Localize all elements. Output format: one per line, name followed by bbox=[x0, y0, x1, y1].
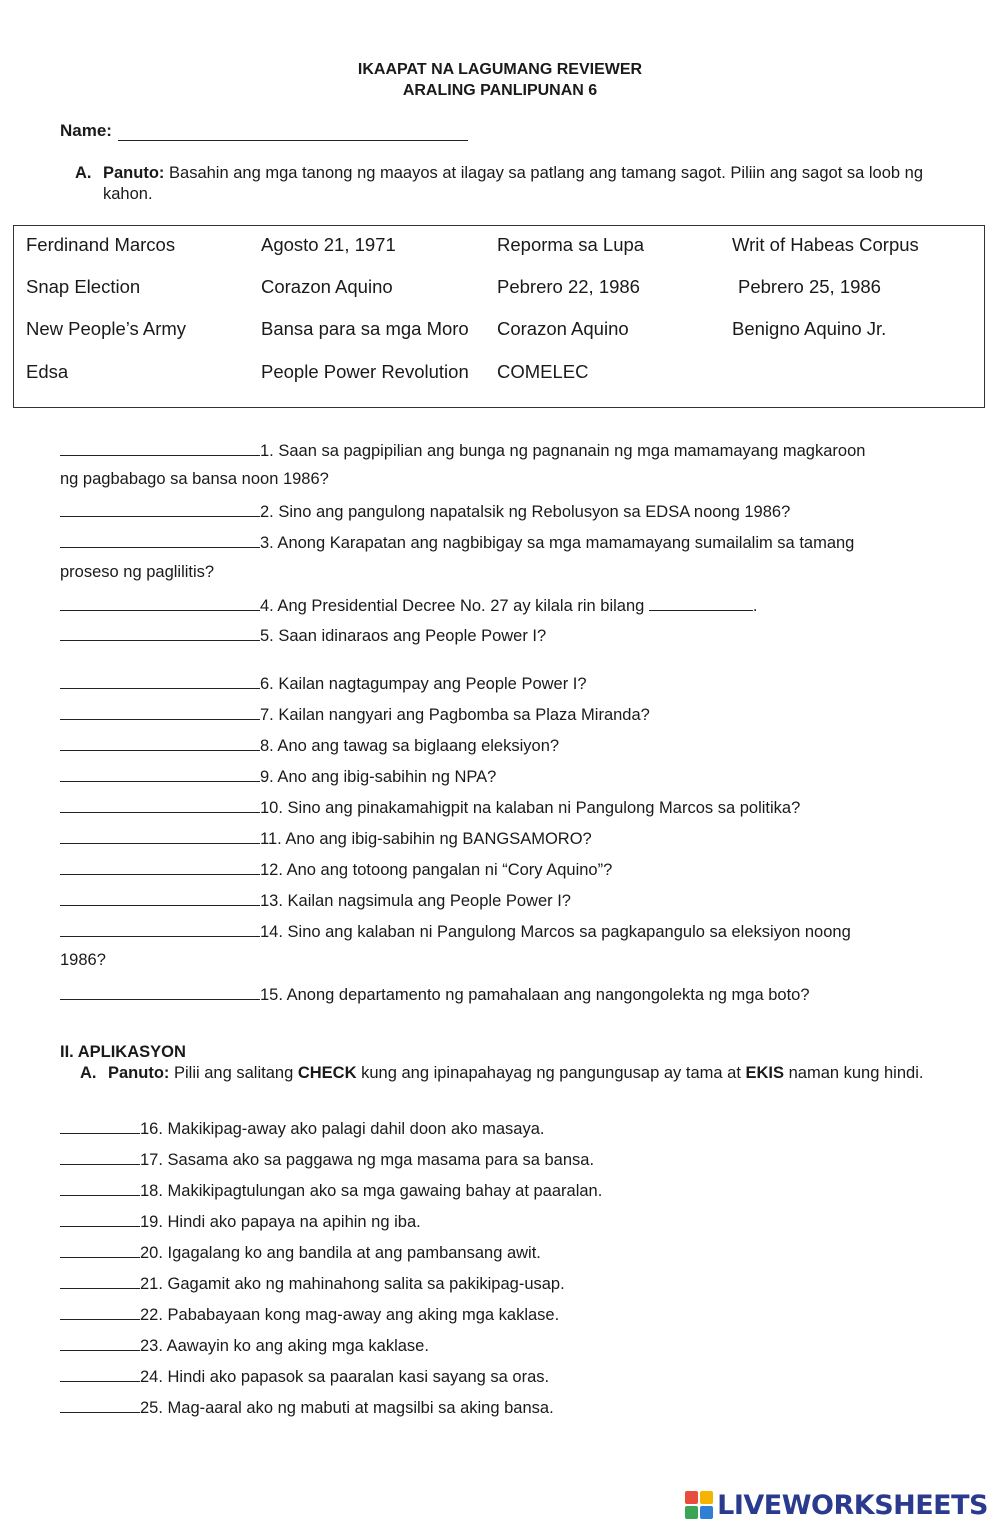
answer-blank-16[interactable] bbox=[60, 1117, 140, 1134]
question-10: 10. Sino ang pinakamahigpit na kalaban ni Pangulong Marcos sa politika? bbox=[60, 796, 800, 818]
question-14-continued: 1986? bbox=[60, 951, 106, 969]
answer-blank-19[interactable] bbox=[60, 1210, 140, 1227]
answer-blank-22[interactable] bbox=[60, 1303, 140, 1320]
choice-item: Pebrero 25, 1986 bbox=[738, 276, 881, 297]
name-row bbox=[60, 121, 468, 141]
answer-blank-12[interactable] bbox=[60, 858, 260, 875]
answer-blank-20[interactable] bbox=[60, 1241, 140, 1258]
question-6: 6. Kailan nagtagumpay ang People Power I? bbox=[60, 672, 587, 694]
answer-blank-2[interactable] bbox=[60, 500, 260, 517]
statement-18: 18. Makikipagtulungan ako sa mga gawaing bahay at paaralan. bbox=[60, 1179, 602, 1201]
choice-item: Benigno Aquino Jr. bbox=[732, 318, 887, 339]
answer-blank-7[interactable] bbox=[60, 703, 260, 720]
question-8: 8. Ano ang tawag sa biglaang eleksiyon? bbox=[60, 734, 559, 756]
liveworksheets-logo bbox=[685, 1487, 988, 1523]
question-11: 11. Ano ang ibig-sabihin ng BANGSAMORO? bbox=[60, 827, 592, 849]
answer-blank-10[interactable] bbox=[60, 796, 260, 813]
choice-item: Corazon Aquino bbox=[261, 276, 393, 297]
statement-24: 24. Hindi ako papasok sa paaralan kasi sayang sa oras. bbox=[60, 1365, 549, 1387]
statement-22: 22. Pababayaan kong mag-away ang aking mga kaklase. bbox=[60, 1303, 559, 1325]
part-two-instructions: A. Panuto: Pilii ang salitang CHECK kung ang ipinapahayag ng pangungusap ay tama at EKIS naman kung hindi. bbox=[80, 1064, 924, 1082]
name-label: Name: bbox=[60, 121, 112, 140]
choice-item: People Power Revolution bbox=[261, 361, 469, 382]
choice-item: Writ of Habeas Corpus bbox=[732, 234, 919, 255]
answer-blank-24[interactable] bbox=[60, 1365, 140, 1382]
statement-16: 16. Makikipag-away ako palagi dahil doon ako masaya. bbox=[60, 1117, 545, 1139]
question-5: 5. Saan idinaraos ang People Power I? bbox=[60, 624, 546, 646]
choice-item: New People’s Army bbox=[26, 318, 187, 339]
answer-blank-15[interactable] bbox=[60, 983, 260, 1000]
part-a-letter: A. bbox=[75, 164, 92, 182]
question-1: 1. Saan sa pagpipilian ang bunga ng pagnanain ng mga mamamayang magkaroon bbox=[60, 439, 865, 461]
answer-blank-14[interactable] bbox=[60, 920, 260, 937]
part-a-instructions bbox=[75, 163, 945, 205]
choice-item: COMELEC bbox=[497, 361, 589, 382]
part-a-label: Panuto: bbox=[103, 164, 165, 182]
choice-item: Reporma sa Lupa bbox=[497, 234, 645, 255]
answer-blank-18[interactable] bbox=[60, 1179, 140, 1196]
liveworksheets-logo-text: LIVEWORKSHEETS bbox=[717, 1489, 988, 1521]
section-heading-aplikasyon: II. APLIKASYON bbox=[60, 1043, 186, 1061]
answer-blank-9[interactable] bbox=[60, 765, 260, 782]
choice-item: Edsa bbox=[26, 361, 69, 382]
choice-item: Ferdinand Marcos bbox=[26, 234, 176, 255]
question-1-continued: ng pagbabago sa bansa noon 1986? bbox=[60, 470, 329, 488]
statement-21: 21. Gagamit ako ng mahinahong salita sa pakikipag-usap. bbox=[60, 1272, 565, 1294]
liveworksheets-logo-icon bbox=[685, 1491, 713, 1519]
statement-25: 25. Mag-aaral ako ng mabuti at magsilbi sa aking bansa. bbox=[60, 1396, 554, 1418]
question-15: 15. Anong departamento ng pamahalaan ang nangongolekta ng mga boto? bbox=[60, 983, 810, 1005]
answer-blank-6[interactable] bbox=[60, 672, 260, 689]
question-7: 7. Kailan nangyari ang Pagbomba sa Plaza Miranda? bbox=[60, 703, 650, 725]
part-two-label: Panuto: bbox=[108, 1064, 170, 1082]
answer-blank-25[interactable] bbox=[60, 1396, 140, 1413]
answer-blank-17[interactable] bbox=[60, 1148, 140, 1165]
answer-blank-3[interactable] bbox=[60, 531, 260, 548]
answer-blank-8[interactable] bbox=[60, 734, 260, 751]
statement-17: 17. Sasama ako sa paggawa ng mga masama para sa bansa. bbox=[60, 1148, 594, 1170]
worksheet-title: IKAAPAT NA LAGUMANG REVIEWER bbox=[357, 61, 643, 78]
answer-blank-4[interactable] bbox=[60, 594, 260, 611]
part-two-letter: A. bbox=[80, 1064, 97, 1082]
question-9: 9. Ano ang ibig-sabihin ng NPA? bbox=[60, 765, 496, 787]
worksheet-subject: ARALING PANLIPUNAN 6 bbox=[402, 82, 598, 99]
question-12: 12. Ano ang totoong pangalan ni “Cory Aquino”? bbox=[60, 858, 612, 880]
inline-answer-blank-4[interactable] bbox=[649, 596, 753, 611]
part-a-text: Basahin ang mga tanong ng maayos at ilagay sa patlang ang tamang sagot. Piliin ang sagot sa loob ng kahon. bbox=[103, 164, 924, 203]
question-4: 4. Ang Presidential Decree No. 27 ay kilala rin bilang . bbox=[60, 594, 757, 616]
statement-19: 19. Hindi ako papaya na apihin ng iba. bbox=[60, 1210, 421, 1232]
name-input[interactable] bbox=[118, 123, 468, 141]
question-3-continued: proseso ng paglilitis? bbox=[60, 563, 215, 581]
choice-item: Pebrero 22, 1986 bbox=[497, 276, 640, 297]
answer-blank-13[interactable] bbox=[60, 889, 260, 906]
choice-item: Bansa para sa mga Moro bbox=[261, 318, 469, 339]
answer-blank-11[interactable] bbox=[60, 827, 260, 844]
choice-item: Corazon Aquino bbox=[497, 318, 629, 339]
choice-item: Agosto 21, 1971 bbox=[261, 234, 396, 255]
choice-item: Snap Election bbox=[26, 276, 141, 297]
question-3: 3. Anong Karapatan ang nagbibigay sa mga mamamayang sumailalim sa tamang bbox=[60, 531, 854, 553]
question-14: 14. Sino ang kalaban ni Pangulong Marcos sa pagkapangulo sa eleksiyon noong bbox=[60, 920, 851, 942]
answer-blank-23[interactable] bbox=[60, 1334, 140, 1351]
answer-blank-5[interactable] bbox=[60, 624, 260, 641]
question-13: 13. Kailan nagsimula ang People Power I? bbox=[60, 889, 571, 911]
question-2: 2. Sino ang pangulong napatalsik ng Rebolusyon sa EDSA noong 1986? bbox=[60, 500, 790, 522]
answer-choices-box bbox=[13, 225, 985, 408]
statement-23: 23. Aawayin ko ang aking mga kaklase. bbox=[60, 1334, 429, 1356]
answer-blank-21[interactable] bbox=[60, 1272, 140, 1289]
answer-blank-1[interactable] bbox=[60, 439, 260, 456]
statement-20: 20. Igagalang ko ang bandila at ang pambansang awit. bbox=[60, 1241, 541, 1263]
